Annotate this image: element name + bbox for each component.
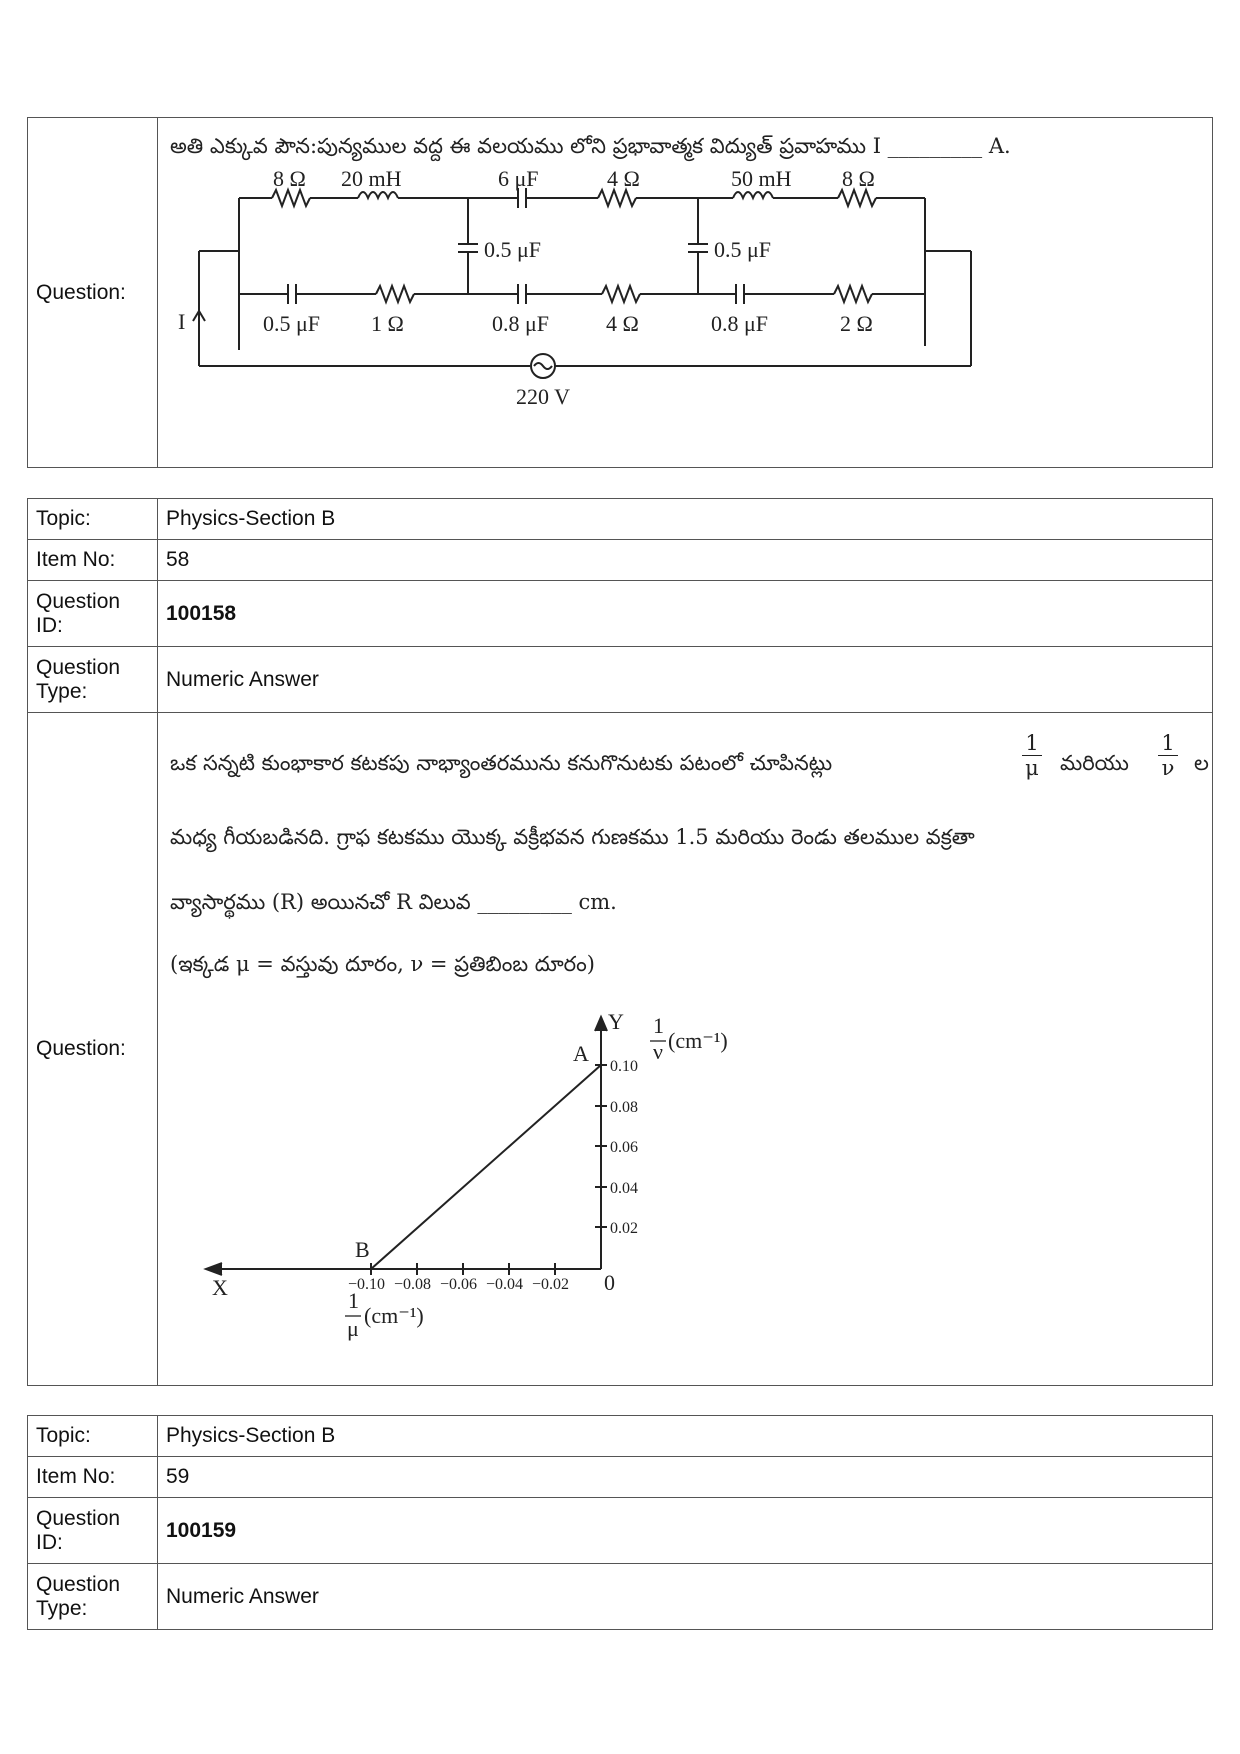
row-label: Item No: — [28, 1457, 158, 1498]
table-row — [28, 581, 1213, 647]
row-label: Item No: — [28, 540, 158, 581]
y-title-num: 1 — [653, 1013, 664, 1038]
point-b-label: B — [355, 1237, 370, 1262]
question-cell — [158, 118, 1213, 468]
bottom-label-4: 4 Ω — [606, 311, 639, 336]
table-row — [28, 713, 1213, 1386]
top-label-5: 50 mH — [731, 166, 792, 191]
question-line-3: వ్యాసార్థము (R) అయినచో R విలువ _________ cm. — [170, 890, 617, 914]
line-ab — [371, 1065, 601, 1269]
y-tick-label: 0.08 — [610, 1099, 638, 1116]
row-value: Physics-Section B — [158, 499, 1213, 540]
row-value: 59 — [158, 1457, 1213, 1498]
y-tick-label: 0.02 — [610, 1220, 638, 1237]
bottom-label-2: 1 Ω — [371, 311, 404, 336]
lens-graph — [158, 1003, 858, 1383]
table-row — [28, 499, 1213, 540]
table-row — [28, 647, 1213, 713]
top-label-1: 8 Ω — [273, 166, 306, 191]
question-label: Question: — [28, 118, 158, 468]
top-label-4: 4 Ω — [607, 166, 640, 191]
table-row — [28, 1564, 1213, 1630]
y-tick-label: 0.04 — [610, 1180, 638, 1197]
row-label: Question ID: — [28, 581, 158, 647]
x-title-unit: (cm⁻¹) — [364, 1303, 424, 1328]
top-label-2: 20 mH — [341, 166, 402, 191]
y-axis-letter: Y — [608, 1009, 624, 1034]
circuit-diagram — [158, 166, 1158, 466]
x-tick-label: −0.02 — [532, 1276, 570, 1293]
mid-label-2: 0.5 μF — [714, 237, 772, 262]
top-label-3: 6 μF — [498, 166, 539, 191]
x-title-num: 1 — [348, 1288, 359, 1313]
table-row — [28, 1416, 1213, 1457]
question-table-2 — [27, 498, 1213, 1386]
y-title-unit: (cm⁻¹) — [668, 1028, 728, 1053]
row-label: Question Type: — [28, 1564, 158, 1630]
row-label: Question Type: — [28, 647, 158, 713]
bottom-label-6: 2 Ω — [840, 311, 873, 336]
y-title-den: ν — [653, 1039, 663, 1064]
top-label-6: 8 Ω — [842, 166, 875, 191]
row-value: Numeric Answer — [158, 647, 1213, 713]
point-a-label: A — [573, 1041, 589, 1066]
x-tick-label: −0.10 — [348, 1276, 386, 1293]
source-label: 220 V — [516, 384, 570, 409]
row-value: 58 — [158, 540, 1213, 581]
question-table-1 — [27, 117, 1213, 468]
question-table-3 — [27, 1415, 1213, 1630]
question-line-1: ఒక సన్నటి కుంభాకార కటకపు నాభ్యాంతరమును కనుగొనుటకు పటంలో చూపినట్లు 1 μ మరియు 1 ν ల — [170, 731, 1209, 780]
row-value: 100159 — [158, 1498, 1213, 1564]
question-label: Question: — [28, 713, 158, 1386]
bottom-label-1: 0.5 μF — [263, 311, 321, 336]
x-tick-label: −0.08 — [394, 1276, 432, 1293]
y-tick-label: 0.06 — [610, 1139, 638, 1156]
question-line-4: (ఇక్కడ μ = వస్తువు దూరం, ν = ప్రతిబింబ దూరం) — [170, 952, 595, 976]
x-tick-label: −0.04 — [486, 1276, 524, 1293]
origin-label: 0 — [604, 1270, 615, 1295]
row-label: Topic: — [28, 499, 158, 540]
row-value: 100158 — [158, 581, 1213, 647]
question-cell — [158, 713, 1213, 1386]
bottom-label-3: 0.8 μF — [492, 311, 550, 336]
y-tick-label: 0.10 — [610, 1058, 638, 1075]
x-tick-label: −0.06 — [440, 1276, 478, 1293]
current-label: I — [178, 309, 186, 334]
row-value: Numeric Answer — [158, 1564, 1213, 1630]
question-line-2: మధ్య గీయబడినది. గ్రాఫ కటకము యొక్క వక్రీభవన గుణకము 1.5 మరియు రెండు తలముల వక్రతా — [170, 825, 975, 849]
x-axis-letter: X — [212, 1275, 228, 1300]
table-row — [28, 540, 1213, 581]
table-row — [28, 1457, 1213, 1498]
row-label: Question ID: — [28, 1498, 158, 1564]
row-value: Physics-Section B — [158, 1416, 1213, 1457]
question-text: అతి ఎక్కువ పౌన:పున్యముల వద్ద ఈ వలయము లోని ప్రభావాత్మక విద్యుత్ ప్రవాహము I _________ A. — [170, 134, 1011, 158]
x-title-den: μ — [347, 1316, 359, 1341]
mid-label-1: 0.5 μF — [484, 237, 542, 262]
table-row — [28, 1498, 1213, 1564]
row-label: Topic: — [28, 1416, 158, 1457]
bottom-label-5: 0.8 μF — [711, 311, 769, 336]
